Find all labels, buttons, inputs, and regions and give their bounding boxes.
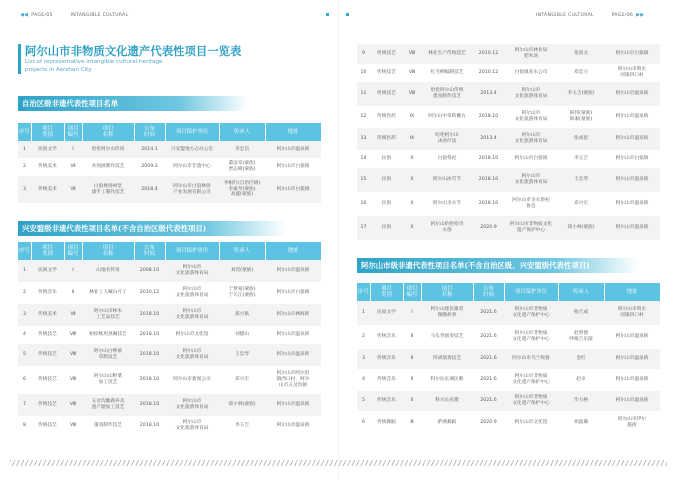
col-header-name: 项目 名称	[82, 242, 134, 260]
right-page	[339, 0, 677, 480]
left-header-label: INTANGIBLE CULTURAL	[70, 13, 129, 18]
cell-inheritor: 张国文	[558, 44, 604, 64]
col-header-unit: 项目保护单位	[165, 242, 219, 260]
cell-name: 山地名传说	[82, 260, 134, 282]
cell-code: Ⅶ	[64, 176, 82, 203]
cell-name: 阿尔山山野菜 加工技艺	[82, 366, 134, 394]
cell-seq: 12	[357, 106, 370, 128]
cell-category: 民俗	[370, 216, 403, 240]
cell-seq: 4	[18, 326, 31, 344]
page-subtitle-line2: projects in Aershan City	[25, 67, 92, 73]
cell-date: 2018.10	[473, 192, 504, 216]
cell-unit: 阿尔山市白狼林俗 产业发展有限公司	[165, 176, 219, 203]
cell-seq: 7	[18, 394, 31, 416]
cell-date: 2018.10	[134, 416, 165, 435]
col-header-date: 公布 时间	[134, 242, 165, 260]
cell-category: 传统技艺	[370, 82, 403, 106]
cell-address: 阿尔山市白狼镇	[604, 44, 660, 64]
cell-address: 阿尔山市明水 河镇四口村	[604, 64, 660, 82]
cell-category: 传统音乐	[370, 349, 403, 369]
cell-address: 阿尔山市温泉街	[604, 82, 660, 106]
left-page-header	[20, 12, 128, 18]
cell-address: 阿尔山市温泉街	[604, 106, 660, 128]
cell-code: Ⅸ	[403, 106, 421, 128]
table-row	[357, 44, 660, 64]
cell-seq: 6	[357, 411, 370, 435]
cell-code: Ⅱ	[403, 349, 421, 369]
cell-code: Ⅷ	[64, 366, 82, 394]
cell-address: 阿尔山市林海街	[265, 304, 321, 326]
cell-code: Ⅹ	[403, 168, 421, 192]
cell-seq: 1	[18, 141, 31, 158]
table-row	[18, 394, 321, 416]
cell-unit: 白狼镇来水公司	[504, 64, 558, 82]
cell-code: Ⅷ	[64, 326, 82, 344]
col-header-unit: 项目保护单位	[504, 283, 558, 301]
cell-unit: 阿尔山市非物质 文化遗产保护中心	[504, 325, 558, 349]
cell-inheritor: 刘贺(蒙族)	[219, 260, 265, 282]
cell-code: Ⅸ	[403, 128, 421, 150]
cell-unit: 阿尔山市文化馆	[504, 411, 558, 435]
cell-date: 2018.4	[134, 176, 165, 203]
table-header-row	[18, 123, 321, 141]
cell-address: 阿尔山市温泉街	[604, 216, 660, 240]
cell-name: 马头琴演奏技艺	[421, 325, 473, 349]
cell-seq: 3	[18, 304, 31, 326]
cell-unit: 阿尔山市林业局 肥木场	[504, 44, 558, 64]
bottom-decorative-stripe	[10, 460, 667, 466]
col-header-address: 地址	[265, 123, 321, 141]
cell-category: 民间文学	[31, 260, 64, 282]
cell-category: 传统美术	[31, 158, 64, 176]
cell-code: Ⅶ	[64, 158, 82, 176]
cell-seq: 11	[357, 82, 370, 106]
cell-unit: 阿尔山市 文化旅游体育局	[504, 128, 558, 150]
cell-inheritor: 杨吉成	[558, 301, 604, 325]
cell-seq: 14	[357, 150, 370, 168]
cell-address: 阿尔山市温泉街	[604, 168, 660, 192]
cell-inheritor: 于梦豪(蒙族) 于久江(蒙族)	[219, 282, 265, 304]
table-row	[357, 325, 660, 349]
cell-date: 2010.12	[473, 44, 504, 64]
cell-category: 传统美术	[31, 176, 64, 203]
cell-name: 阿尔山市林木 工艺品技艺	[82, 304, 134, 326]
table-row	[18, 260, 321, 282]
cell-address: 阿尔山市温泉街	[604, 192, 660, 216]
cell-date: 2013.4	[473, 82, 504, 106]
cell-inheritor: 王忠琴	[219, 344, 265, 366]
cell-unit: 阿尔山市圣水祭祀 协会	[504, 192, 558, 216]
cell-category: 民间文学	[370, 301, 403, 325]
cell-date: 2018.10	[134, 344, 165, 366]
cell-unit: 阿尔山市非物质 文化遗产保护中心	[504, 369, 558, 391]
cell-address: 阿尔山市温泉街	[604, 369, 660, 391]
cell-date: 2018.10	[473, 168, 504, 192]
cell-code: Ⅷ	[64, 394, 82, 416]
cell-code: Ⅱ	[403, 325, 421, 349]
xinganmeng-table	[18, 242, 322, 435]
page-title: 阿尔山市非物质文化遗产代表性项目一览表	[25, 44, 242, 58]
cell-address: 阿尔山市白狼镇	[604, 150, 660, 168]
cell-seq: 2	[18, 158, 31, 176]
cell-date: 2018.10	[134, 394, 165, 416]
table-row	[18, 141, 321, 158]
cell-inheritor: 张成恩	[558, 128, 604, 150]
cell-category: 传统技艺	[31, 344, 64, 366]
cell-unit: 阿尔山市 文化旅游体育局	[504, 106, 558, 128]
cell-category: 传统技艺	[31, 366, 64, 394]
cell-name: 五岔沟麋鹿养及 遗产题加工技艺	[82, 394, 134, 416]
cell-address: 阿尔山市温泉街	[265, 416, 321, 435]
cell-address: 阿尔山市温泉街	[604, 325, 660, 349]
table-row	[18, 304, 321, 326]
cell-unit: 阿尔山市非物质 文化遗产保护中心	[504, 391, 558, 411]
cell-seq: 10	[357, 64, 370, 82]
cell-code: Ⅷ	[403, 82, 421, 106]
cell-inheritor: 董彦章(蒙族) 贾志峰(蒙族)	[219, 158, 265, 176]
cell-name: 阿尔山圣水节	[421, 192, 473, 216]
cell-code: Ⅹ	[403, 216, 421, 240]
cell-unit: 阿尔山市文化馆	[165, 326, 219, 344]
col-header-category: 项目 类别	[31, 123, 64, 141]
cell-inheritor: 李忠信	[219, 141, 265, 158]
cell-inheritor: 刘德山	[219, 326, 265, 344]
table-row	[18, 416, 321, 435]
cell-inheritor: 韩伟(蒙族) 韩素(蒙族)	[558, 106, 604, 128]
cell-seq: 1	[18, 260, 31, 282]
cell-category: 传统技艺	[31, 416, 64, 435]
cell-address: 阿尔山市阿尔伯 镇西口村、阿尔 山市五岔沟镇	[265, 366, 321, 394]
cell-date: 2018.10	[134, 326, 165, 344]
cell-name: 阿尔山哈伦哈诗 水俗	[421, 216, 473, 240]
cell-date: 2010.12	[473, 64, 504, 82]
cell-name: 哈伦阿尔山传说	[82, 141, 134, 158]
cell-date: 2009.3	[134, 158, 165, 176]
table-row	[357, 128, 660, 150]
cell-seq: 9	[357, 44, 370, 64]
cell-unit: 阿尔山市白狼镇	[504, 150, 558, 168]
cell-category: 传统音乐	[370, 391, 403, 411]
cell-address: 阿尔山市温泉街	[265, 141, 321, 158]
section-title-xinganmeng: 兴安盟级非遗代表性项目名单(不含自治区级代表性项目)	[18, 221, 286, 236]
cell-inheritor: 李玉吉	[219, 416, 265, 435]
cell-date: 2021.6	[473, 391, 504, 411]
col-header-date: 公布 时间	[473, 283, 504, 301]
col-header-name: 项目 名称	[82, 123, 134, 141]
col-header-date: 公布 时间	[134, 123, 165, 141]
cell-unit: 阿尔山市 文化旅游体育局	[165, 304, 219, 326]
cell-inheritor: 邓兴宏	[558, 192, 604, 216]
cell-address: 阿尔山市白狼镇	[265, 158, 321, 176]
right-page-number: PAGE/06	[611, 13, 634, 18]
cell-code: Ⅰ	[64, 260, 82, 282]
table-row	[357, 391, 660, 411]
city-level-table	[357, 283, 661, 435]
col-header-address: 地址	[604, 283, 660, 301]
cell-seq: 3	[18, 176, 31, 203]
left-page	[0, 0, 338, 480]
col-header-category: 项目 类别	[31, 242, 64, 260]
cell-name: 科尔沁长调民歌	[421, 369, 473, 391]
cell-inheritor: 郑兴斌	[219, 304, 265, 326]
cell-category: 民俗	[370, 168, 403, 192]
cell-inheritor: 毕力格	[558, 391, 604, 411]
cell-unit: 阿尔山市 文化旅游体育局	[165, 394, 219, 416]
table-row	[357, 150, 660, 168]
table-row	[357, 216, 660, 240]
col-header-unit: 项目保护单位	[165, 123, 219, 141]
cell-address: 阿尔山市温泉街	[604, 349, 660, 369]
cell-unit: 阿尔山市非遗中心	[165, 158, 219, 176]
cell-inheritor: 胡波璐	[558, 411, 604, 435]
cell-address: 阿尔山市温泉街	[265, 394, 321, 416]
cell-code: Ⅹ	[403, 192, 421, 216]
cell-inheritor: 郑小林(蒙族)	[219, 394, 265, 416]
cell-name: 林业生产传统技艺	[421, 44, 473, 64]
cell-date: 2020.9	[473, 216, 504, 240]
cell-name: 林业工人喊山号子	[82, 282, 134, 304]
cell-address: 阿尔山市温泉街	[265, 344, 321, 366]
cell-category: 民俗	[370, 192, 403, 216]
cell-address: 阿尔山市温泉街	[265, 326, 321, 344]
cell-name: 科尔沁民歌	[421, 391, 473, 411]
corner-mark	[326, 13, 329, 16]
cell-category: 传统音乐	[370, 369, 403, 391]
cell-category: 传统美术	[31, 304, 64, 326]
col-header-code: 项目 编号	[403, 283, 421, 301]
col-header-name: 项目 名称	[421, 283, 473, 301]
cell-date: 2021.6	[473, 325, 504, 349]
cell-address: 阿尔山市伊尔 施街	[604, 411, 660, 435]
cell-unit: 阿尔山市非物质文化 遗产保护中心	[504, 216, 558, 240]
cell-inheritor: 邓兴宏	[219, 366, 265, 394]
cell-date: 2008.10	[134, 260, 165, 282]
cell-name: 阿尔山建民雄者 图腾故事	[421, 301, 473, 325]
col-header-category: 项目 类别	[370, 283, 403, 301]
table-row	[357, 82, 660, 106]
col-header-inheritor: 传承人	[558, 283, 604, 301]
cell-name: 桓桧帐用蒸碾技艺	[82, 326, 134, 344]
table-row	[18, 158, 321, 176]
cell-unit: 阿尔山市 文化旅游体育局	[165, 416, 219, 435]
cell-name: 阿尔山白桦蒙 草制技艺	[82, 344, 134, 366]
cell-address: 阿尔山市明水 河镇四口村	[604, 301, 660, 325]
cell-unit: 阿尔山市 文化旅游体育局	[165, 260, 219, 282]
cell-date: 2021.6	[473, 369, 504, 391]
cell-seq: 2	[18, 282, 31, 304]
cell-category: 传统技艺	[31, 394, 64, 416]
section-title-city: 阿尔山市级非遗代表性项目名单(不含自治区级、兴安盟级代表性项目)	[357, 258, 639, 273]
cell-name: 四胡演奏技艺	[421, 349, 473, 369]
cell-seq: 16	[357, 192, 370, 216]
col-header-code: 项目 编号	[64, 242, 82, 260]
cell-seq: 1	[357, 301, 370, 325]
page-subtitle-line1: List of representative intangible cultural heritage	[25, 59, 163, 65]
cell-date: 2021.6	[473, 301, 504, 325]
table-row	[357, 349, 660, 369]
cell-name: 阿尔山冰雪节	[421, 168, 473, 192]
cell-code: Ⅷ	[403, 44, 421, 64]
cell-seq: 13	[357, 128, 370, 150]
cell-code: Ⅷ	[64, 344, 82, 366]
cell-category: 传统医药	[370, 128, 403, 150]
left-page-number: PAGE/05	[31, 13, 53, 18]
cell-name: 哈伦阿尔山传统 蛋真制作技艺	[421, 82, 473, 106]
cell-code: Ⅰ	[403, 301, 421, 325]
cell-seq: 6	[18, 366, 31, 394]
cell-address: 阿尔山市白狼镇	[265, 282, 321, 304]
cell-inheritor: 李玉吉	[558, 150, 604, 168]
cell-date: 2018.10	[134, 304, 165, 326]
autonomous-region-table	[18, 123, 322, 203]
cell-name: 木刻画制作技艺	[82, 158, 134, 176]
cell-code: Ⅶ	[64, 304, 82, 326]
cell-date: 2018.10	[134, 366, 165, 394]
cell-category: 传统音乐	[31, 282, 64, 304]
cell-category: 民间文学	[31, 141, 64, 158]
cell-seq: 3	[357, 349, 370, 369]
cell-inheritor: 郑小林(蒙族)	[558, 216, 604, 240]
cell-address: 阿尔山市白狼镇	[265, 176, 321, 203]
cell-category: 传统医药	[370, 106, 403, 128]
section-title-autonomous: 自治区级非遗代表性项目名单	[18, 96, 248, 111]
cell-category: 传统技艺	[370, 64, 403, 82]
cell-unit: 兴安盟地方志办公室	[165, 141, 219, 158]
corner-mark	[346, 13, 349, 16]
cell-unit: 阿尔山市 文化旅游体育局	[504, 168, 558, 192]
table-row	[357, 301, 660, 325]
table-row	[18, 344, 321, 366]
cell-unit: 阿尔山市非物质 文化遗产保护中心	[504, 301, 558, 325]
cell-category: 传统技艺	[31, 326, 64, 344]
xinganmeng-table-continued	[357, 44, 660, 240]
table-row	[18, 282, 321, 304]
table-row	[357, 192, 660, 216]
table-row	[357, 106, 660, 128]
cell-category: 传统舞蹈	[370, 411, 403, 435]
cell-seq: 17	[357, 216, 370, 240]
table-header-row	[357, 283, 660, 301]
page-marker-icon: ▶▶	[636, 12, 645, 18]
cell-address: 阿尔山市温泉街	[265, 260, 321, 282]
page-marker-icon: ◀◀	[20, 12, 29, 18]
col-header-address: 地址	[265, 242, 321, 260]
cell-seq: 4	[357, 369, 370, 391]
cell-unit: 阿尔山市乌兰牧骑	[504, 349, 558, 369]
cell-unit: 阿尔山市新闻公司	[165, 366, 219, 394]
cell-code: Ⅱ	[403, 391, 421, 411]
cell-category: 民俗	[370, 150, 403, 168]
table-row	[357, 411, 660, 435]
cell-name: 白狼祭祀	[421, 150, 473, 168]
cell-address: 阿尔山市温泉街	[604, 128, 660, 150]
cell-code: Ⅲ	[403, 411, 421, 435]
col-header-inheritor: 传承人	[219, 123, 265, 141]
cell-code: Ⅹ	[403, 150, 421, 168]
col-header-seq: 序号	[18, 123, 31, 141]
cell-category: 传统技艺	[370, 44, 403, 64]
cell-inheritor: 赵卓	[558, 369, 604, 391]
cell-address: 阿尔山市温泉街	[604, 391, 660, 411]
cell-unit: 阿尔山市 文化旅游体育局	[165, 344, 219, 366]
right-header-label: INTANGIBLE CULTURAL	[536, 13, 594, 18]
cell-seq: 5	[18, 344, 31, 366]
cell-date: 2020.9	[473, 411, 504, 435]
cell-unit: 阿尔山市 文化旅游体育局	[165, 282, 219, 304]
cell-code: Ⅱ	[403, 369, 421, 391]
table-header-row	[18, 242, 321, 260]
cell-code: Ⅱ	[64, 282, 82, 304]
table-row	[357, 168, 660, 192]
cell-code: Ⅰ	[64, 141, 82, 158]
cell-inheritor: 李玉吉(蒙族)	[558, 82, 604, 106]
cell-date: 2021.6	[473, 349, 504, 369]
cell-code: Ⅷ	[403, 64, 421, 82]
col-header-code: 项目 编号	[64, 123, 82, 141]
right-page-header	[536, 12, 647, 18]
cell-date: 2013.4	[473, 128, 504, 150]
cell-name: 哈伦阿尔山 沐浴疗法	[421, 128, 473, 150]
cell-category: 传统音乐	[370, 325, 403, 349]
cell-inheritor: 赵明德 呼格吉乐图	[558, 325, 604, 349]
cell-inheritor: 金红	[558, 349, 604, 369]
col-header-seq: 序号	[357, 283, 370, 301]
cell-inheritor: 李根红(自治区级) 李素琴(蒙族) 高鑫(蒙族)	[219, 176, 265, 203]
cell-inheritor: 邓忠立	[558, 64, 604, 82]
table-row	[18, 366, 321, 394]
cell-name: 红毛柳编制技艺	[421, 64, 473, 82]
cell-date: 2018.10	[473, 106, 504, 128]
col-header-seq: 序号	[18, 242, 31, 260]
cell-name: 萨满舞蹈	[421, 411, 473, 435]
cell-seq: 8	[18, 416, 31, 435]
cell-date: 2014.1	[134, 141, 165, 158]
cell-unit: 阿尔山市 文化旅游体育局	[504, 82, 558, 106]
table-row	[18, 176, 321, 203]
cell-code: Ⅷ	[64, 416, 82, 435]
cell-name: 白狼林俗祠堂 漆手工制作技艺	[82, 176, 134, 203]
title-accent-bar	[18, 44, 21, 74]
table-row	[357, 64, 660, 82]
cell-seq: 5	[357, 391, 370, 411]
cell-seq: 2	[357, 325, 370, 349]
cell-inheritor: 王忠琴	[558, 168, 604, 192]
table-row	[18, 326, 321, 344]
cell-seq: 15	[357, 168, 370, 192]
cell-name: 董真制作技艺	[82, 416, 134, 435]
cell-date: 2010.12	[134, 282, 165, 304]
col-header-inheritor: 传承人	[219, 242, 265, 260]
table-row	[357, 369, 660, 391]
cell-name: 阿尔山中草药概方	[421, 106, 473, 128]
cell-date: 2018.10	[473, 150, 504, 168]
